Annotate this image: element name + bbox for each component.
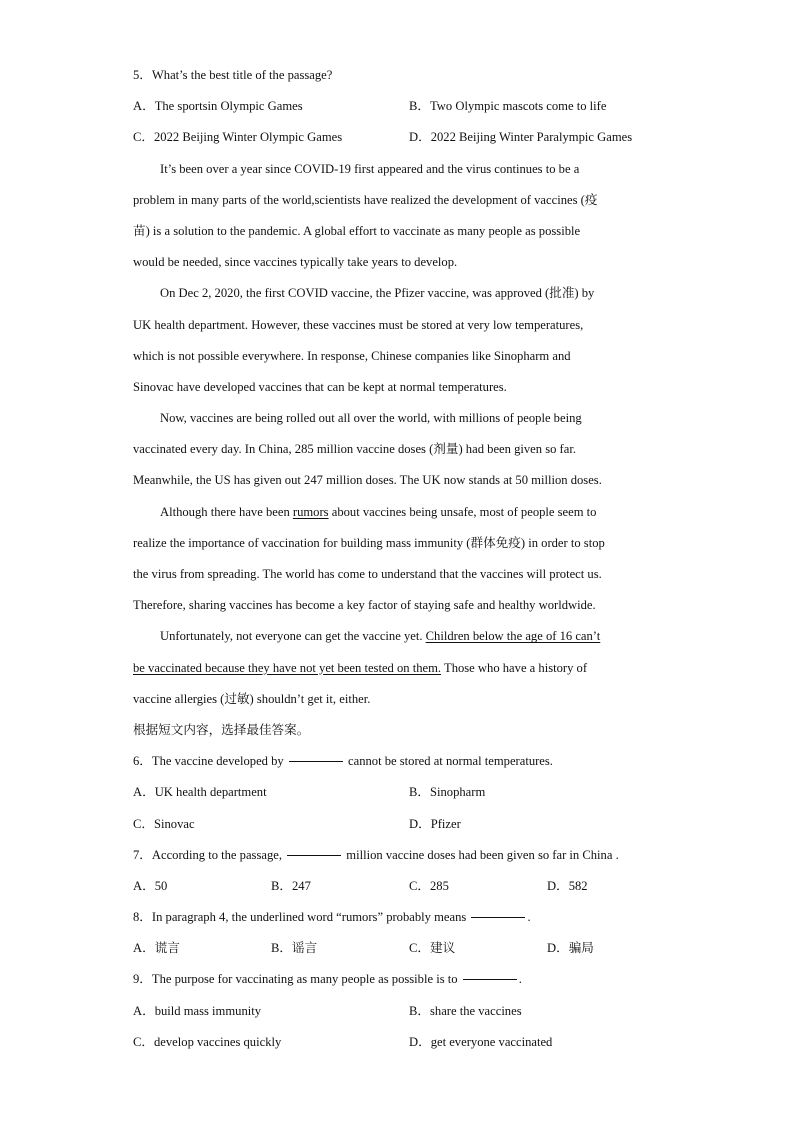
passage-line bbox=[133, 621, 663, 652]
question-5-options-row-1 bbox=[133, 91, 663, 122]
question-7-options bbox=[133, 871, 663, 902]
question-7-option-a[interactable]: A．50 bbox=[133, 878, 168, 893]
passage-line: UK health department. However, these vaccines must be stored at very low temperatures, bbox=[133, 317, 584, 332]
passage-line bbox=[133, 653, 663, 684]
passage-text: Those who have a history of bbox=[441, 660, 588, 675]
passage-line: It’s been over a year since COVID-19 first appeared and the virus continues to be a bbox=[160, 161, 580, 176]
passage-text: Although there have been bbox=[160, 504, 293, 519]
question-6-text: 6．The vaccine developed by bbox=[133, 754, 287, 769]
passage-line: On Dec 2, 2020, the first COVID vaccine, the Pfizer vaccine, was approved (批准) by bbox=[160, 286, 595, 301]
question-8-option-c[interactable]: C．建议 bbox=[409, 941, 456, 956]
question-7-stem bbox=[133, 840, 663, 871]
question-9-option-a[interactable]: A．build mass immunity bbox=[133, 1003, 262, 1018]
passage-line: would be needed, since vaccines typically take years to develop. bbox=[133, 255, 458, 270]
question-9-text: 9．The purpose for vaccinating as many people as possible is to bbox=[133, 972, 461, 987]
question-5-option-c[interactable]: C．2022 Beijing Winter Olympic Games bbox=[133, 130, 343, 145]
question-8-option-a[interactable]: A．谎言 bbox=[133, 941, 180, 956]
question-7-option-d[interactable]: D．582 bbox=[547, 878, 588, 893]
question-6-option-c[interactable]: C．Sinovac bbox=[133, 816, 195, 831]
question-6-option-d[interactable]: D．Pfizer bbox=[409, 816, 461, 831]
question-8-option-b[interactable]: B．谣言 bbox=[271, 941, 318, 956]
question-6-option-a[interactable]: A．UK health department bbox=[133, 785, 267, 800]
passage-text: Unfortunately, not everyone can get the vaccine yet. bbox=[160, 629, 426, 644]
passage-line: the virus from spreading. The world has come to understand that the vaccines will protect us. bbox=[133, 567, 602, 581]
question-6-stem bbox=[133, 746, 663, 777]
passage-line: 苗) is a solution to the pandemic. A global effort to vaccinate as many people as possible bbox=[133, 223, 581, 238]
question-9-options-row-2 bbox=[133, 1027, 663, 1058]
passage-line: vaccinated every day. In China, 285 million vaccine doses (剂量) had been given so far. bbox=[133, 442, 576, 457]
instruction-text: 根据短文内容，选择最佳答案。 bbox=[133, 722, 310, 737]
question-9-option-b[interactable]: B．share the vaccines bbox=[409, 1003, 522, 1018]
passage-line: which is not possible everywhere. In response, Chinese companies like Sinopharm and bbox=[133, 348, 571, 363]
answer-blank[interactable] bbox=[463, 978, 517, 980]
question-9-options-row-1 bbox=[133, 996, 663, 1027]
question-9-stem bbox=[133, 964, 663, 995]
question-6-options-row-1 bbox=[133, 777, 663, 808]
underlined-word-rumors: rumors bbox=[292, 504, 329, 519]
passage-line: realize the importance of vaccination for building mass immunity (群体免疫) in order to stop bbox=[133, 535, 605, 550]
question-7-option-c[interactable]: C．285 bbox=[409, 878, 449, 893]
passage-line: Sinovac have developed vaccines that can be kept at normal temperatures. bbox=[133, 379, 507, 394]
passage-line: Therefore, sharing vaccines has become a key factor of staying safe and healthy worldwide. bbox=[133, 598, 596, 613]
question-6-options-row-2 bbox=[133, 809, 663, 840]
passage-line bbox=[133, 497, 663, 528]
question-8-text: 8．In paragraph 4, the underlined word “rumors” probably means bbox=[133, 910, 470, 925]
question-7-text: 7．According to the passage, bbox=[133, 847, 286, 862]
question-8-options bbox=[133, 933, 663, 964]
passage-line: Now, vaccines are being rolled out all over the world, with millions of people being bbox=[160, 411, 582, 426]
question-5-option-a[interactable]: A．The sportsin Olympic Games bbox=[133, 99, 303, 114]
question-8-text: . bbox=[527, 910, 531, 925]
question-8-stem bbox=[133, 902, 663, 933]
question-9-option-c[interactable]: C．develop vaccines quickly bbox=[133, 1034, 282, 1049]
question-5-option-d[interactable]: D．2022 Beijing Winter Paralympic Games bbox=[409, 130, 633, 145]
underlined-sentence: be vaccinated because they have not yet been tested on them. bbox=[133, 660, 442, 675]
question-6-option-b[interactable]: B．Sinopharm bbox=[409, 785, 486, 800]
question-8-option-d[interactable]: D．骗局 bbox=[547, 941, 594, 956]
question-9-option-d[interactable]: D．get everyone vaccinated bbox=[409, 1034, 553, 1049]
question-9-text: . bbox=[518, 972, 522, 987]
answer-blank[interactable] bbox=[471, 916, 525, 918]
answer-blank[interactable] bbox=[287, 854, 341, 856]
answer-blank[interactable] bbox=[289, 760, 343, 762]
question-7-option-b[interactable]: B．247 bbox=[271, 878, 311, 893]
worksheet-page bbox=[133, 60, 663, 1058]
question-7-text: million vaccine doses had been given so far in China . bbox=[343, 847, 619, 862]
passage-line: vaccine allergies (过敏) shouldn’t get it, either. bbox=[133, 691, 371, 706]
question-5-stem: 5．What’s the best title of the passage? bbox=[133, 68, 333, 82]
question-5-options-row-2 bbox=[133, 122, 663, 153]
question-5-option-b[interactable]: B．Two Olympic mascots come to life bbox=[409, 99, 607, 114]
question-6-text: cannot be stored at normal temperatures. bbox=[344, 754, 553, 769]
underlined-sentence: Children below the age of 16 can’t bbox=[425, 629, 601, 644]
passage-text: about vaccines being unsafe, most of people seem to bbox=[328, 504, 597, 519]
passage-line: Meanwhile, the US has given out 247 million doses. The UK now stands at 50 million doses. bbox=[133, 473, 602, 488]
passage-line: problem in many parts of the world,scientists have realized the development of vaccines (疫 bbox=[133, 192, 598, 207]
